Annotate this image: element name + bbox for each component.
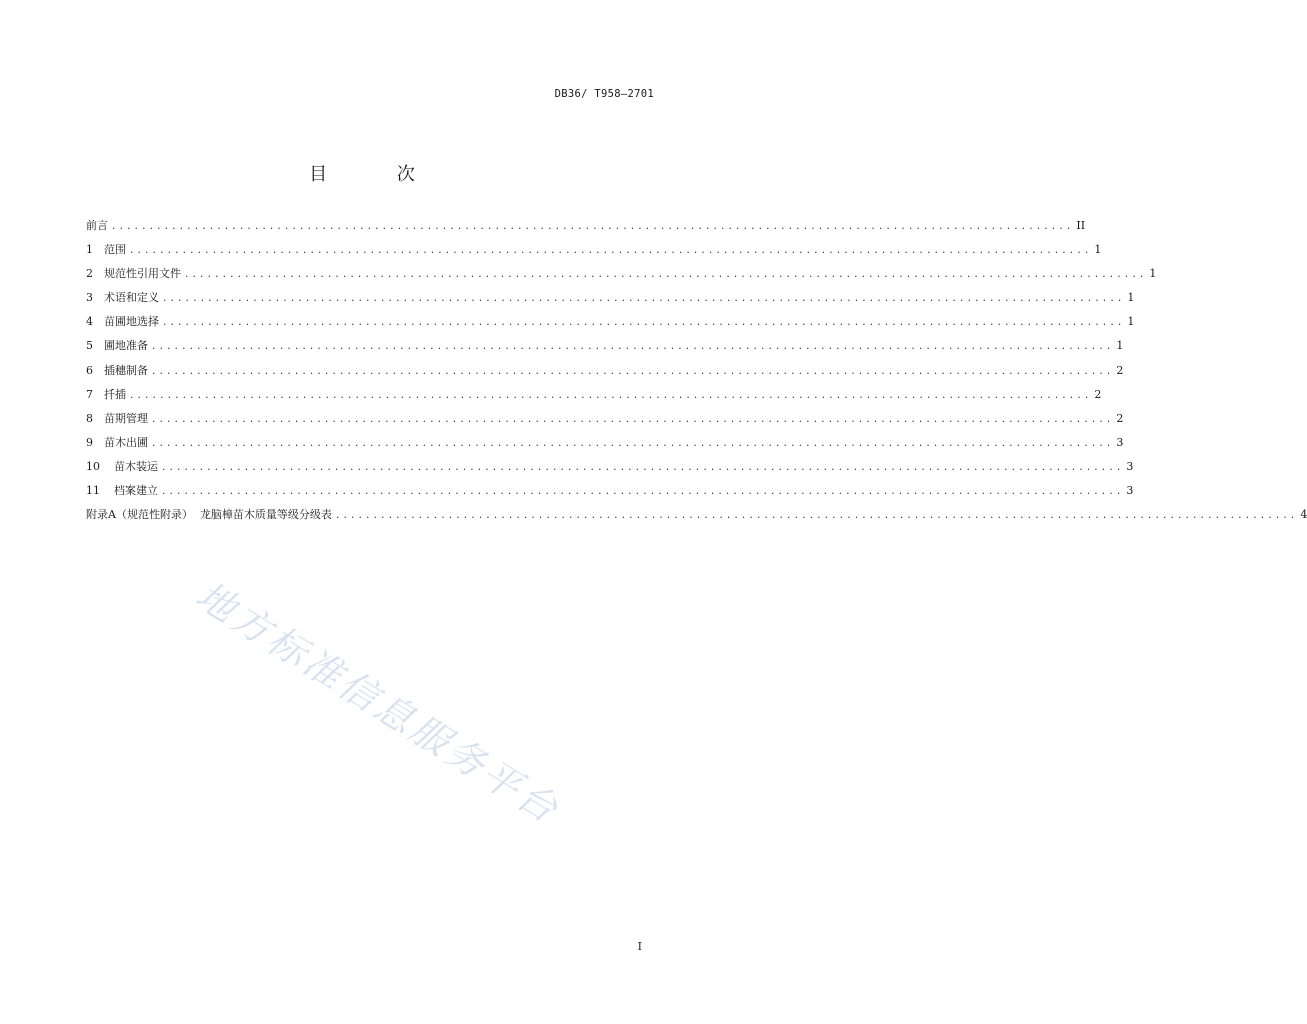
toc-entry-number: 4 [86, 315, 93, 329]
document-code: DB36/ T958—2701 [554, 88, 654, 100]
toc-entry-label: 前言 [86, 219, 108, 232]
toc-entry-number: 1 [86, 243, 93, 257]
toc-entry-label: 规范性引用文件 [104, 267, 181, 281]
toc-entry-page: 1 [1149, 267, 1157, 281]
toc-entry-3[interactable] [86, 290, 1135, 314]
toc-entry-label: 圃地准备 [104, 339, 148, 353]
toc-entry-6[interactable] [86, 363, 1124, 387]
toc-leader-dots: ................................................................................................................................ [162, 318, 1125, 329]
toc-entry-5[interactable] [86, 338, 1124, 362]
toc-entry-page: 3 [1116, 435, 1124, 449]
toc-entry-label: 插穗制备 [104, 363, 148, 377]
toc-entry-4[interactable] [86, 314, 1135, 338]
toc-entry-foreword[interactable] [86, 218, 1086, 242]
toc-entry-9[interactable] [86, 435, 1124, 459]
toc-entry-8[interactable] [86, 411, 1124, 435]
toc-entry-page: 3 [1126, 459, 1134, 473]
toc-entry-page: 2 [1116, 363, 1124, 377]
toc-entry-number: 9 [86, 435, 93, 449]
page-title: 目 次 [309, 164, 447, 185]
toc-entry-label: 苗圃地选择 [104, 315, 159, 329]
toc-leader-dots: ................................................................................................................................ [151, 438, 1114, 449]
toc-entry-label: 苗木出圃 [104, 435, 148, 449]
toc-entry-page: 4 [1300, 508, 1307, 522]
toc-entry-label: 术语和定义 [104, 291, 159, 305]
toc-entry-number: 7 [86, 387, 93, 401]
toc-entry-page: 1 [1094, 243, 1102, 257]
toc-entry-number: 8 [86, 411, 93, 425]
toc-leader-dots: ................................................................................................................................ [161, 487, 1124, 498]
toc-entry-2[interactable] [86, 266, 1157, 290]
toc-entry-appendix-a[interactable] [86, 507, 1307, 531]
toc-entry-page: 2 [1116, 411, 1124, 425]
toc-entry-number: 3 [86, 291, 93, 305]
toc-entry-label: 苗期管理 [104, 411, 148, 425]
toc-entry-label: 范围 [104, 243, 126, 257]
toc-entry-label: 扦插 [104, 387, 126, 401]
toc-leader-dots: ................................................................................................................................ [334, 511, 1298, 522]
watermark: 地方标准信息服务平台 [188, 573, 568, 833]
toc-entry-number: 2 [86, 267, 93, 281]
toc-entry-number: 10 [86, 459, 100, 473]
toc-entry-page: II [1076, 219, 1086, 232]
toc-entry-page: 2 [1094, 387, 1102, 401]
toc-entry-10[interactable] [86, 459, 1134, 483]
toc-leader-dots: ................................................................................................................................ [111, 222, 1074, 232]
toc-entry-label: 档案建立 [114, 484, 158, 498]
toc-entry-label: 附录A（规范性附录） 龙脑樟苗木质量等级分级表 [86, 508, 332, 522]
toc-leader-dots: ................................................................................................................................ [129, 390, 1092, 401]
toc-leader-dots: ................................................................................................................................ [151, 342, 1114, 353]
toc-entry-page: 1 [1116, 339, 1124, 353]
toc-entry-7[interactable] [86, 387, 1102, 411]
toc-entry-11[interactable] [86, 483, 1134, 507]
toc-leader-dots: ................................................................................................................................ [161, 462, 1124, 473]
page-number: I [637, 940, 642, 953]
toc-entry-number: 6 [86, 363, 93, 377]
toc-leader-dots: ................................................................................................................................ [151, 414, 1114, 425]
table-of-contents [86, 218, 1307, 531]
toc-entry-number: 5 [86, 339, 93, 353]
toc-entry-page: 1 [1127, 315, 1135, 329]
toc-entry-1[interactable] [86, 242, 1102, 266]
toc-entry-page: 3 [1126, 484, 1134, 498]
toc-leader-dots: ................................................................................................................................ [151, 366, 1114, 377]
toc-leader-dots: ................................................................................................................................ [129, 246, 1092, 257]
toc-entry-number: 11 [86, 484, 100, 498]
toc-leader-dots: ................................................................................................................................ [184, 270, 1147, 281]
toc-entry-page: 1 [1127, 291, 1135, 305]
toc-leader-dots: ................................................................................................................................ [162, 294, 1125, 305]
toc-entry-label: 苗木装运 [114, 459, 158, 473]
